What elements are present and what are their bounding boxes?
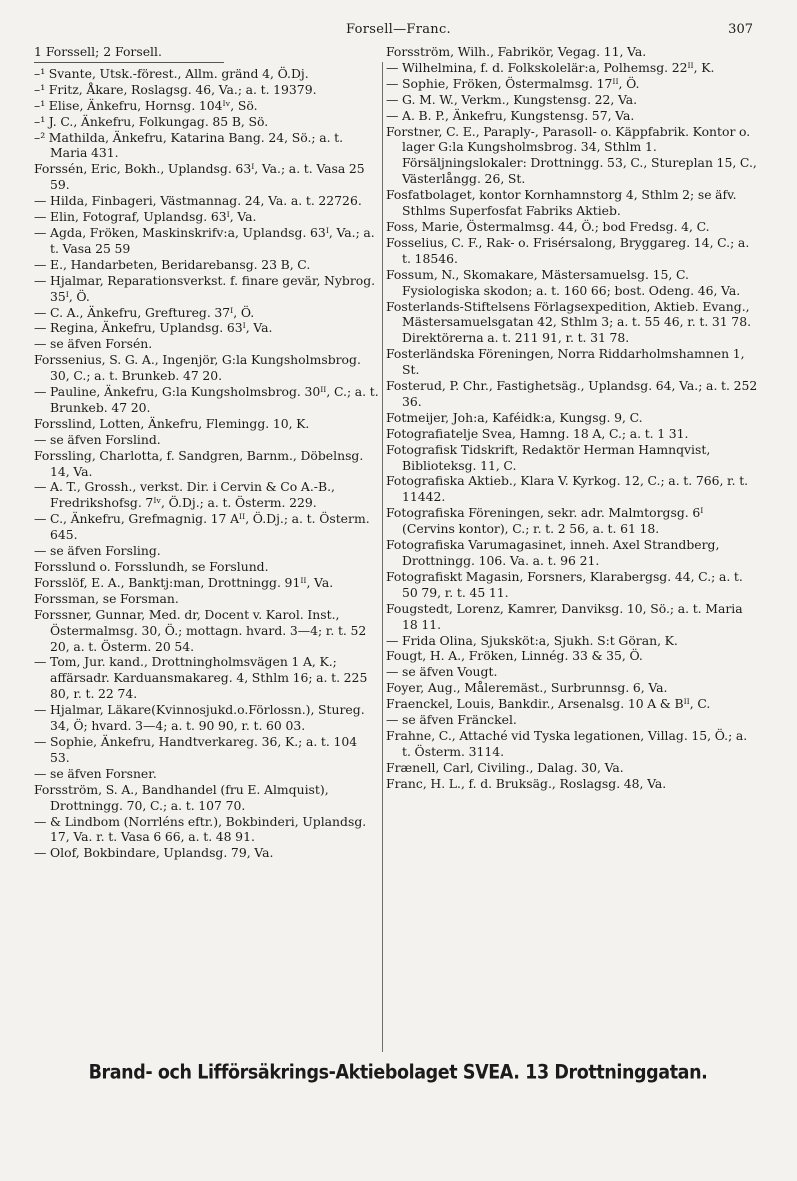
directory-entry: Forssén, Eric, Bokh., Uplandsg. 63ᴵ, Va.; a. t. Vasa 25 59. <box>34 161 365 193</box>
directory-entry: — Elin, Fotograf, Uplandsg. 63ᴵ, Va. <box>34 209 257 225</box>
directory-entry: — Olof, Bokbindare, Uplandsg. 79, Va. <box>34 845 274 861</box>
directory-entry: Forsslund o. Forsslundh, se Forslund. <box>34 559 269 574</box>
directory-entry: Forstner, C. E., Paraply-, Parasoll- o. Käppfabrik. Kontor o. lager G:la Kungsholmsbrog. 34, Sthlm 1. Försäljningslokaler: Drottningg. 53, C., Stureplan 15, C., Västerlångg. 26, St. <box>386 123 757 187</box>
directory-entry: Fosterländska Föreningen, Norra Riddarholmshamnen 1, St. <box>386 346 745 378</box>
directory-entry: Fossum, N., Skomakare, Mästersamuelsg. 15, C. Fysiologiska skodon; a. t. 160 66; bost. Odeng. 46, Va. <box>386 266 741 298</box>
directory-entry: Fosterud, P. Chr., Fastighetsäg., Uplandsg. 64, Va.; a. t. 252 36. <box>386 378 758 409</box>
directory-entry: — Sophie, Änkefru, Handtverkareg. 36, K.; a. t. 104 53. <box>34 733 358 765</box>
directory-entry: — G. M. W., Verkm., Kungstensg. 22, Va. <box>386 91 638 107</box>
directory-entry: –² Mathilda, Änkefru, Katarina Bang. 24, Sö.; a. t. Maria 431. <box>34 129 344 161</box>
directory-entry: Forssner, Gunnar, Med. dr, Docent v. Karol. Inst., Östermalmsg. 30, Ö.; mottagn. hvard. 3—4; r. t. 52 20, a. t. Österm. 20 54. <box>34 606 367 654</box>
directory-entry: — se äfven Forsling. <box>34 543 161 559</box>
directory-entry: Fotmeijer, Joh:a, Kaféidk:a, Kungsg. 9, C. <box>386 409 643 425</box>
directory-entry: Foss, Marie, Östermalmsg. 44, Ö.; bod Fredsg. 4, C. <box>386 218 710 234</box>
directory-entry: Franc, H. L., f. d. Bruksäg., Roslagsg. 48, Va. <box>386 775 667 791</box>
page-number: 307 <box>728 22 753 37</box>
directory-entry: — se äfven Vougt. <box>386 664 498 680</box>
directory-entry: — se äfven Forslind. <box>34 431 161 447</box>
directory-entry: –¹ Svante, Utsk.-förest., Allm. gränd 4, Ö.Dj. <box>34 65 309 81</box>
directory-entry: — Regina, Änkefru, Uplandsg. 63ᴵ, Va. <box>34 320 273 336</box>
advertisement-footer: Brand- och Lifförsäkrings-Aktiebolaget SVEA. 13 Drottninggatan. <box>88 1061 708 1085</box>
directory-entry: — Hjalmar, Läkare(Kvinnosjukd.o.Förlossn.), Stureg. 34, Ö; hvard. 3—4; a. t. 90 90, r. t. 60 03. <box>34 702 365 734</box>
directory-entry: Fraenckel, Louis, Bankdir., Arsenalsg. 10 A & Bᴵᴵ, C. <box>386 696 711 712</box>
directory-entry: Forsslind, Lotten, Änkefru, Flemingg. 10, K. <box>34 415 310 431</box>
page-header <box>0 22 797 42</box>
directory-entry: Forssman, se Forsman. <box>34 590 179 606</box>
directory-entry: — C., Änkefru, Grefmagnig. 17 Aᴵᴵ, Ö.Dj.; a. t. Österm. 645. <box>34 511 370 543</box>
directory-entry: — E., Handarbeten, Beridarebansg. 23 B, C. <box>34 256 311 272</box>
directory-entry: Fougstedt, Lorenz, Kamrer, Danviksg. 10, Sö.; a. t. Maria 18 11. <box>386 600 743 632</box>
directory-entry: — Agda, Fröken, Maskinskrifv:a, Uplandsg. 63ᴵ, Va.; a. t. Vasa 25 59 <box>34 224 375 256</box>
directory-entry: Forssenius, S. G. A., Ingenjör, G:la Kungsholmsbrog. 30, C.; a. t. Brunkeb. 47 20. <box>34 352 361 384</box>
directory-entry: Fotografiatelje Svea, Hamng. 18 A, C.; a. t. 1 31. <box>386 425 689 441</box>
directory-entry: — Hjalmar, Reparationsverkst. f. finare gevär, Nybrog. 35ᴵ, Ö. <box>34 272 376 304</box>
directory-entry: Frænell, Carl, Civiling., Dalag. 30, Va. <box>386 759 624 775</box>
directory-entry: –¹ Elise, Änkefru, Hornsg. 104ᴵᵛ, Sö. <box>34 97 258 113</box>
directory-entry: Fotografiskt Magasin, Forsners, Klarabergsg. 44, C.; a. t. 50 79, r. t. 45 11. <box>386 568 743 600</box>
directory-entry: Fotografiska Föreningen, sekr. adr. Malmtorgsg. 6ᴵ (Cervins kontor), C.; r. t. 2 56, a. t. 61 18. <box>386 505 704 537</box>
directory-entry: — se äfven Forsén. <box>34 336 153 352</box>
directory-entry: — & Lindbom (Norrléns eftr.), Bokbinderi, Uplandsg. 17, Va. r. t. Vasa 6 66, a. t. 48 91. <box>34 813 367 845</box>
running-title: Forsell—Franc. <box>345 22 451 37</box>
directory-entry: Forsström, Wilh., Fabrikör, Vegag. 11, Va. <box>386 44 647 59</box>
directory-entry: — A. T., Grossh., verkst. Dir. i Cervin & Co A.-B., Fredrikshofsg. 7ᴵᵛ, Ö.Dj.; a. t. Österm. 229. <box>34 479 335 511</box>
directory-entry: Fotografisk Tidskrift, Redaktör Herman Hamnqvist, Biblioteksg. 11, C. <box>386 441 711 473</box>
directory-entry: — Pauline, Änkefru, G:la Kungsholmsbrog. 30ᴵᴵ, C.; a. t. Brunkeb. 47 20. <box>34 384 379 415</box>
directory-entry: Fosterlands-Stiftelsens Förlagsexpedition, Aktieb. Evang., Mästersamuelsgatan 42, Sthlm 3; a. t. 55 46, r. t. 31 78. Direktörerna a. t. 211 91, r. t. 31 78. <box>386 298 752 346</box>
left-column <box>34 44 380 1054</box>
directory-entry: Fosselius, C. F., Rak- o. Frisérsalong, Bryggareg. 14, C.; a. t. 18546. <box>386 234 750 266</box>
directory-entry: — se äfven Fränckel. <box>386 712 517 728</box>
directory-entry: — Frida Olina, Sjuksköt:a, Sjukh. S:t Göran, K. <box>386 632 678 648</box>
directory-entry: — C. A., Änkefru, Greftureg. 37ᴵ, Ö. <box>34 304 255 320</box>
directory-entry: Fotografiska Aktieb., Klara V. Kyrkog. 12, C.; a. t. 766, r. t. 11442. <box>386 473 749 505</box>
directory-entry: — Wilhelmina, f. d. Folkskolelär:a, Polhemsg. 22ᴵᴵ, K. <box>386 59 715 75</box>
column-divider <box>382 62 383 1052</box>
directory-entry: –¹ J. C., Änkefru, Folkungag. 85 B, Sö. <box>34 113 269 129</box>
directory-entry: Frahne, C., Attaché vid Tyska legationen, Villag. 15, Ö.; a. t. Österm. 3114. <box>386 727 748 759</box>
directory-entry: Fougt, H. A., Fröken, Linnég. 33 & 35, Ö. <box>386 648 643 664</box>
directory-entry: — Tom, Jur. kand., Drottningholmsvägen 1 A, K.; affärsadr. Karduansmakareg. 4, Sthlm 16; a. t. 225 80, r. t. 22 74. <box>34 654 368 702</box>
directory-entry: Foyer, Aug., Måleremäst., Surbrunnsg. 6, Va. <box>386 680 668 696</box>
directory-entry: –¹ Fritz, Åkare, Roslagsg. 46, Va.; a. t. 19379. <box>34 81 317 97</box>
directory-entry: Fosfatbolaget, kontor Kornhamnstorg 4, Sthlm 2; se äfv. Sthlms Superfosfat Fabriks Aktieb. <box>386 187 737 219</box>
directory-entry: — se äfven Forsner. <box>34 765 157 781</box>
directory-entry: Fotografiska Varumagasinet, inneh. Axel Strandberg, Drottningg. 106. Va. a. t. 96 21. <box>386 537 720 568</box>
cross-reference: 1 Forssell; 2 Forsell. <box>34 44 224 63</box>
left-entry-list <box>34 66 380 861</box>
right-column <box>386 44 759 1054</box>
directory-entry: — A. B. P., Änkefru, Kungstensg. 57, Va. <box>386 107 635 123</box>
directory-entry: Forssling, Charlotta, f. Sandgren, Barnm., Döbelnsg. 14, Va. <box>34 447 364 479</box>
directory-entry: Forsslöf, E. A., Banktj:man, Drottningg. 91ᴵᴵ, Va. <box>34 574 334 590</box>
right-entry-list <box>386 44 759 792</box>
directory-entry: Forsström, S. A., Bandhandel (fru E. Almquist), Drottningg. 70, C.; a. t. 107 70. <box>34 781 329 813</box>
directory-entry: — Sophie, Fröken, Östermalmsg. 17ᴵᴵ, Ö. <box>386 75 640 91</box>
directory-entry: — Hilda, Finbageri, Västmannag. 24, Va. a. t. 22726. <box>34 193 362 209</box>
